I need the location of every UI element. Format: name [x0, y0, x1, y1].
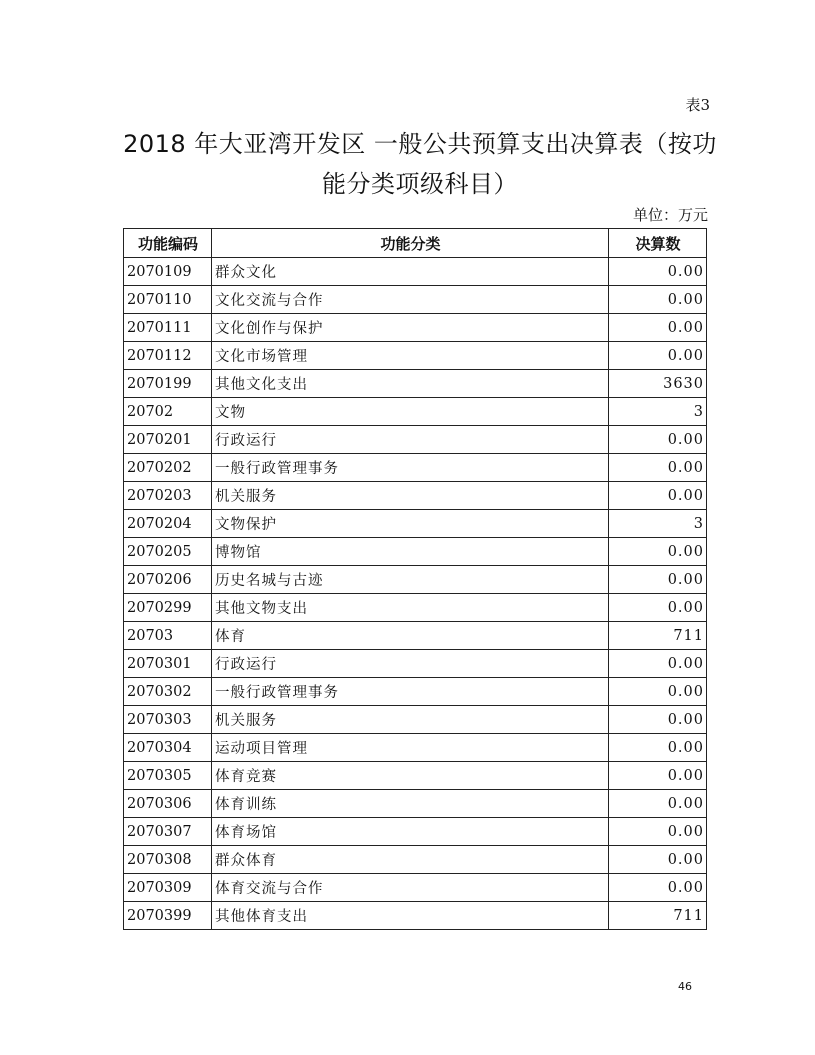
amount-cell: 0.00: [609, 482, 707, 510]
code-cell: 2070302: [124, 678, 212, 706]
name-cell: 一般行政管理事务: [212, 454, 609, 482]
amount-cell: 3: [609, 398, 707, 426]
amount-cell: 0.00: [609, 342, 707, 370]
name-cell: 体育: [212, 622, 609, 650]
table-row: [124, 510, 707, 538]
table-row: [124, 314, 707, 342]
amount-cell: 0.00: [609, 706, 707, 734]
code-cell: 2070306: [124, 790, 212, 818]
amount-cell: 0.00: [609, 538, 707, 566]
table-row: [124, 874, 707, 902]
amount-cell: 0.00: [609, 790, 707, 818]
page-number: 46: [678, 980, 692, 993]
name-cell: 历史名城与古迹: [212, 566, 609, 594]
table-row: [124, 706, 707, 734]
name-cell: 文物保护: [212, 510, 609, 538]
table-row: [124, 818, 707, 846]
table-row: [124, 622, 707, 650]
amount-cell: 0.00: [609, 734, 707, 762]
amount-cell: 0.00: [609, 426, 707, 454]
name-cell: 群众体育: [212, 846, 609, 874]
name-cell: 其他文化支出: [212, 370, 609, 398]
table-row: [124, 678, 707, 706]
name-cell: 群众文化: [212, 258, 609, 286]
code-cell: 2070203: [124, 482, 212, 510]
name-cell: 行政运行: [212, 650, 609, 678]
header-code: 功能编码: [124, 229, 212, 258]
budget-table: [123, 228, 707, 930]
amount-cell: 3630: [609, 370, 707, 398]
document-title-line-1: 2018 年大亚湾开发区 一般公共预算支出决算表（按功: [123, 130, 717, 158]
header-amount: 决算数: [609, 229, 707, 258]
name-cell: 体育竞赛: [212, 762, 609, 790]
document-title-line-2: 能分类项级科目）: [322, 170, 518, 198]
code-cell: 2070399: [124, 902, 212, 930]
table-row: [124, 398, 707, 426]
unit-label: 单位：万元: [632, 206, 708, 224]
name-cell: 文化创作与保护: [212, 314, 609, 342]
name-cell: 体育交流与合作: [212, 874, 609, 902]
table-row: [124, 594, 707, 622]
code-cell: 20703: [124, 622, 212, 650]
table-row: [124, 762, 707, 790]
name-cell: 体育场馆: [212, 818, 609, 846]
table-header-row: [124, 229, 707, 258]
table-row: [124, 790, 707, 818]
table-row: [124, 342, 707, 370]
name-cell: 文化市场管理: [212, 342, 609, 370]
name-cell: 一般行政管理事务: [212, 678, 609, 706]
table-row: [124, 258, 707, 286]
code-cell: 2070111: [124, 314, 212, 342]
amount-cell: 0.00: [609, 454, 707, 482]
code-cell: 2070202: [124, 454, 212, 482]
amount-cell: 0.00: [609, 594, 707, 622]
code-cell: 2070303: [124, 706, 212, 734]
table-row: [124, 650, 707, 678]
name-cell: 博物馆: [212, 538, 609, 566]
table-row: [124, 566, 707, 594]
table-row: [124, 538, 707, 566]
amount-cell: 3: [609, 510, 707, 538]
code-cell: 2070304: [124, 734, 212, 762]
amount-cell: 0.00: [609, 678, 707, 706]
code-cell: 2070109: [124, 258, 212, 286]
code-cell: 2070307: [124, 818, 212, 846]
code-cell: 2070204: [124, 510, 212, 538]
amount-cell: 711: [609, 902, 707, 930]
table-row: [124, 286, 707, 314]
code-cell: 2070206: [124, 566, 212, 594]
name-cell: 体育训练: [212, 790, 609, 818]
amount-cell: 0.00: [609, 314, 707, 342]
amount-cell: 0.00: [609, 818, 707, 846]
code-cell: 2070308: [124, 846, 212, 874]
table-row: [124, 846, 707, 874]
table-body: [124, 258, 707, 930]
table-label: 表3: [685, 96, 710, 114]
amount-cell: 711: [609, 622, 707, 650]
table-row: [124, 426, 707, 454]
code-cell: 2070301: [124, 650, 212, 678]
name-cell: 文化交流与合作: [212, 286, 609, 314]
amount-cell: 0.00: [609, 650, 707, 678]
amount-cell: 0.00: [609, 874, 707, 902]
amount-cell: 0.00: [609, 846, 707, 874]
name-cell: 机关服务: [212, 706, 609, 734]
table-row: [124, 734, 707, 762]
amount-cell: 0.00: [609, 566, 707, 594]
name-cell: 机关服务: [212, 482, 609, 510]
code-cell: 2070305: [124, 762, 212, 790]
code-cell: 20702: [124, 398, 212, 426]
code-cell: 2070110: [124, 286, 212, 314]
code-cell: 2070201: [124, 426, 212, 454]
name-cell: 行政运行: [212, 426, 609, 454]
table-row: [124, 902, 707, 930]
name-cell: 文物: [212, 398, 609, 426]
code-cell: 2070299: [124, 594, 212, 622]
table-row: [124, 454, 707, 482]
name-cell: 其他体育支出: [212, 902, 609, 930]
code-cell: 2070205: [124, 538, 212, 566]
table-row: [124, 370, 707, 398]
code-cell: 2070309: [124, 874, 212, 902]
code-cell: 2070112: [124, 342, 212, 370]
amount-cell: 0.00: [609, 258, 707, 286]
amount-cell: 0.00: [609, 762, 707, 790]
name-cell: 其他文物支出: [212, 594, 609, 622]
code-cell: 2070199: [124, 370, 212, 398]
header-name: 功能分类: [212, 229, 609, 258]
amount-cell: 0.00: [609, 286, 707, 314]
table-row: [124, 482, 707, 510]
name-cell: 运动项目管理: [212, 734, 609, 762]
